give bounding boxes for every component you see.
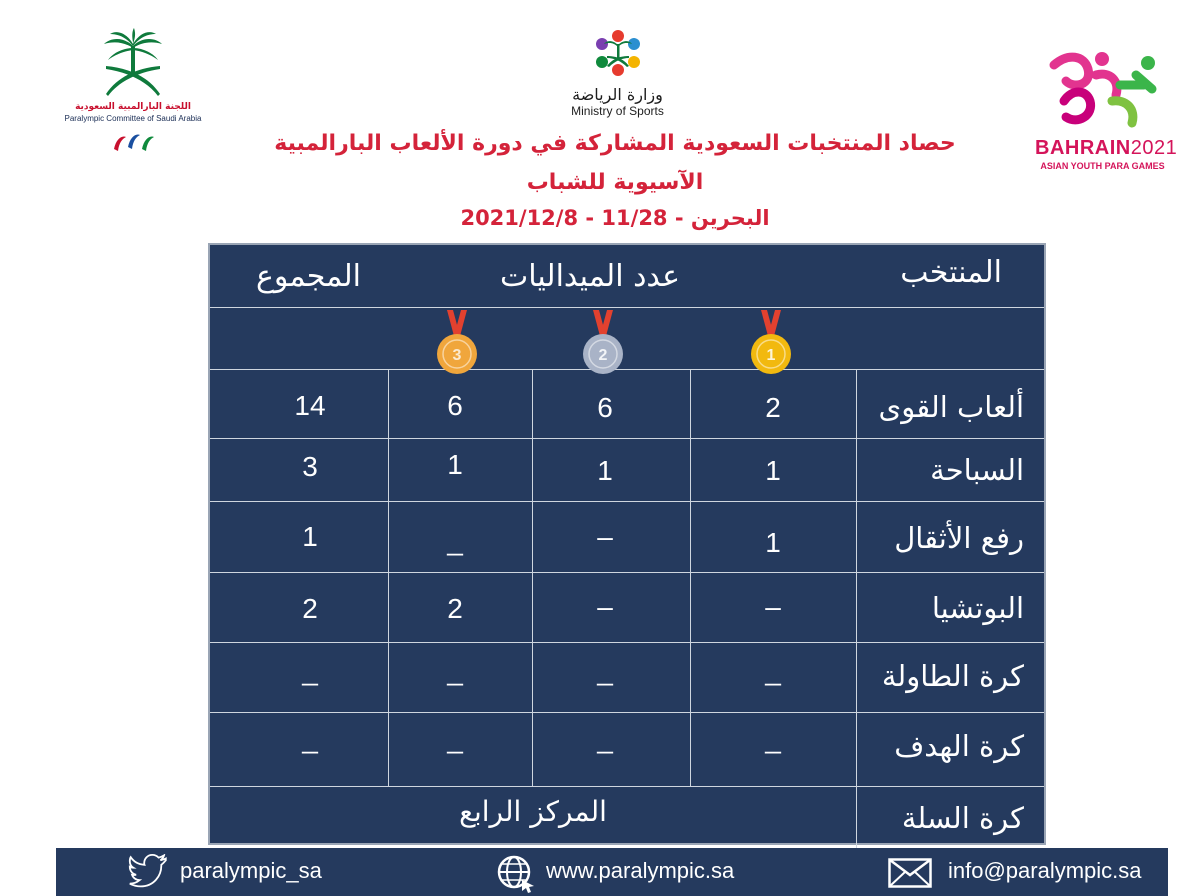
total-count: 3 [302, 451, 318, 482]
silver-count: _ [597, 723, 613, 754]
total-count: _ [302, 655, 318, 686]
column-divider [388, 369, 389, 786]
sport-name: كرة الطاولة [881, 659, 1024, 693]
silver-count: – [597, 521, 613, 552]
bronze-count: _ [447, 655, 463, 686]
sport-name: البوتشيا [931, 591, 1024, 625]
silver-count: 1 [597, 455, 613, 486]
gold-count: 2 [765, 392, 781, 423]
palm-swords-emblem-icon [98, 28, 168, 100]
sport-name: كرة السلة [901, 801, 1024, 835]
header-total: المجموع [256, 259, 361, 294]
page-title-line-1: حصاد المنتخبات السعودية المشاركة في دورة الألعاب البارالمبية [274, 131, 956, 156]
column-divider [532, 369, 533, 786]
bahrain-2021-logo [1035, 45, 1178, 171]
ministry-emblem-icon [587, 26, 649, 82]
twitter-handle-link[interactable]: paralympic_sa [180, 858, 322, 883]
row-divider [210, 438, 1044, 439]
page-title-dates: البحرين - 11/28 - 2021/12/8 [460, 206, 770, 230]
silver-count: 6 [597, 392, 613, 423]
committee-arabic-name: اللجنة البارالمبية السعودية [75, 102, 191, 112]
page-title-line-2: الآسيوية للشباب [526, 170, 704, 195]
column-divider [690, 369, 691, 786]
header-divider [210, 307, 1044, 308]
gold-count: 1 [765, 455, 781, 486]
total-count: 1 [302, 521, 318, 552]
para-games-mascot-icon [1040, 45, 1165, 133]
sport-name: ألعاب القوى [878, 390, 1024, 424]
row-divider [210, 712, 1044, 713]
row-divider [210, 642, 1044, 643]
silver-medal-icon [578, 310, 628, 380]
bahrain-2021-wordmark [1035, 137, 1178, 160]
row-divider [210, 501, 1044, 502]
svg-text:1: 1 [766, 347, 776, 364]
header-medal-count: عدد الميداليات [500, 259, 681, 294]
contact-footer [56, 848, 1168, 896]
brand-bahrain-text: BAHRAIN [1035, 137, 1131, 159]
header-team: المنتخب [900, 255, 1002, 290]
brand-year-text: 2021 [1130, 137, 1178, 159]
ministry-of-sports-logo [555, 26, 680, 126]
row-divider [210, 572, 1044, 573]
sport-name: رفع الأثقال [894, 521, 1024, 555]
total-count: 2 [302, 593, 318, 624]
bronze-count: _ [447, 525, 463, 556]
basketball-result: المركز الرابع [459, 795, 607, 828]
bronze-count: 1 [447, 449, 463, 480]
gold-count: – [765, 591, 781, 622]
email-link[interactable]: info@paralympic.sa [948, 858, 1142, 883]
asian-youth-para-games-text: ASIAN YOUTH PARA GAMES [1040, 161, 1165, 171]
total-count: 14 [294, 390, 326, 421]
silver-count: – [597, 591, 613, 622]
row-divider [210, 786, 1044, 787]
bronze-medal-icon [432, 310, 482, 380]
agitos-icon [110, 131, 156, 155]
globe-icon[interactable] [496, 854, 536, 894]
website-link[interactable]: www.paralympic.sa [546, 858, 735, 883]
committee-english-name: Paralympic Committee of Saudi Arabia [64, 114, 202, 123]
paralympic-committee-logo [58, 28, 208, 178]
sport-name: كرة الهدف [894, 729, 1024, 763]
silver-count: _ [597, 655, 613, 686]
gold-count: _ [765, 655, 781, 686]
medals-table [208, 243, 1046, 845]
gold-medal-icon [746, 310, 796, 380]
bronze-count: _ [447, 723, 463, 754]
bronze-count: 6 [447, 390, 463, 421]
total-count: _ [302, 723, 318, 754]
svg-text:2: 2 [598, 347, 608, 364]
sport-name: السباحة [930, 453, 1024, 487]
bronze-count: 2 [447, 593, 463, 624]
svg-text:3: 3 [452, 347, 462, 364]
gold-count: _ [765, 723, 781, 754]
ministry-arabic-name: وزارة الرياضة [572, 85, 663, 104]
email-icon[interactable] [888, 858, 932, 888]
twitter-icon[interactable] [128, 854, 170, 890]
gold-count: 1 [765, 527, 781, 558]
ministry-english-name: Ministry of Sports [571, 104, 664, 118]
